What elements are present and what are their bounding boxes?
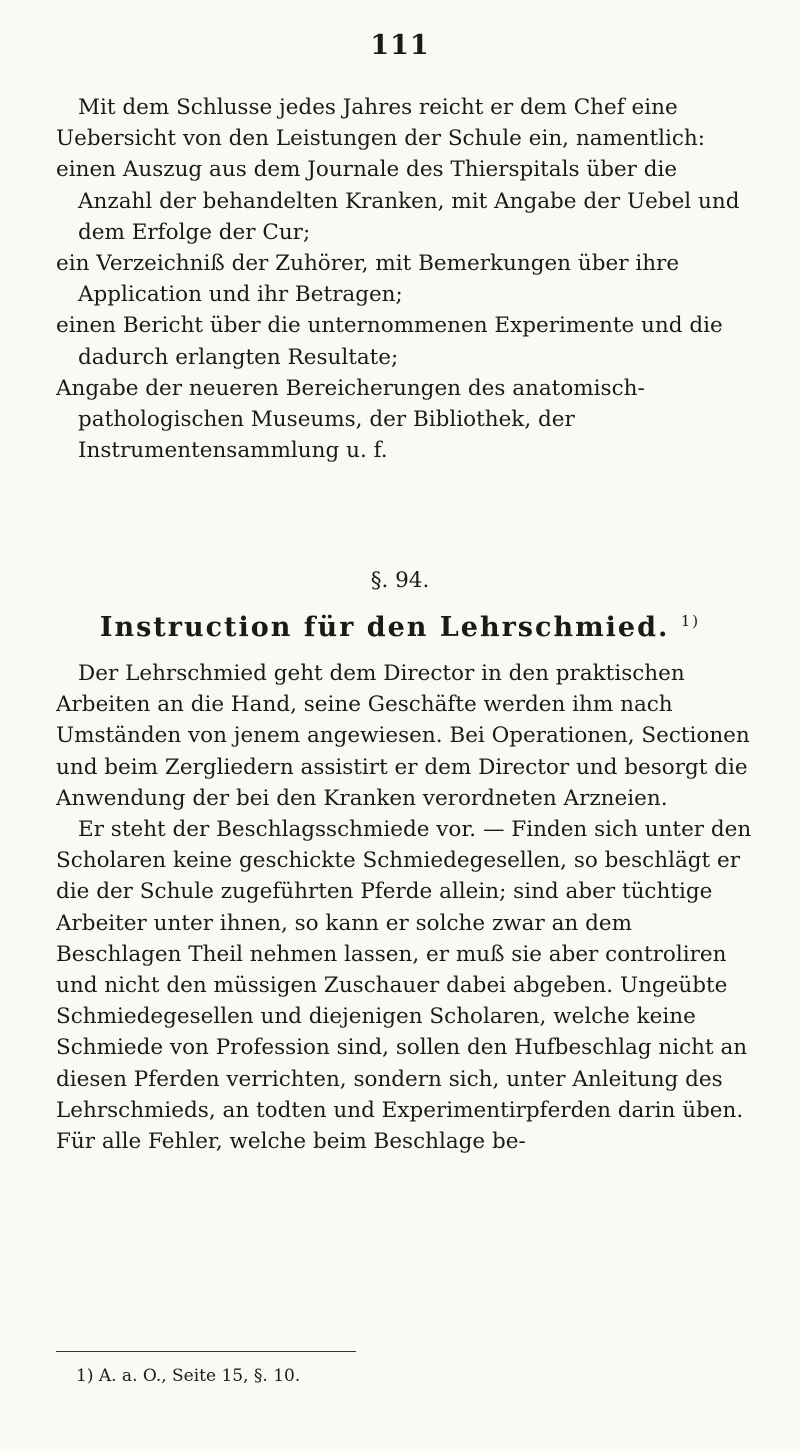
section-heading	[0, 612, 800, 643]
paragraph-shoeing: Er steht der Beschlagsschmiede vor. — Finden sich unter den Scholaren keine geschickte Schmiedegesellen, so beschlägt er die der Schule zugeführten Pferde allein; sind aber tüchtige Arbeiter unter ihnen, so kann er solche zwar an dem Beschlagen Theil nehmen lassen, er muß sie aber controliren und nicht den müssigen Zuschauer dabei abgeben. Ungeübte Schmiedegesellen und diejenigen Scholaren, welche keine Schmiede von Profession sind, sollen den Hufbeschlag nicht an diesen Pferden verrichten, sondern sich, unter Anleitung des Lehrschmieds, an todten und Experimentirpferden darin üben. Für alle Fehler, welche beim Beschlage be-	[56, 817, 752, 1155]
footnote-marker: 1)	[680, 612, 701, 630]
body-block	[56, 658, 756, 1157]
list-item-experiments: einen Bericht über die unternommenen Experimente und die dadurch erlangten Resultate;	[56, 313, 723, 370]
section-heading-text: Instruction für den Lehrschmied.	[99, 612, 670, 643]
paragraph-duties: Der Lehrschmied geht dem Director in den praktischen Arbeiten an die Hand, seine Geschäfte werden ihm nach Umständen von jenem angewiesen. Bei Operationen, Sectionen und beim Zergliedern assistirt er dem Director und besorgt die Anwendung der bei den Kranken verordneten Arzneien.	[56, 661, 750, 811]
page-number: 111	[370, 30, 430, 61]
footnote: 1) A. a. O., Seite 15, §. 10.	[76, 1366, 301, 1386]
footnote-divider	[56, 1351, 356, 1352]
list-item-museum: Angabe der neueren Bereicherungen des anatomisch-pathologischen Museums, der Bibliothek, der Instrumentensammlung u. f.	[56, 375, 645, 464]
intro-paragraph: Mit dem Schlusse jedes Jahres reicht er dem Chef eine Uebersicht von den Leistungen der Schule ein, namentlich:	[56, 95, 705, 152]
list-item-listeners: ein Verzeichniß der Zuhörer, mit Bemerkungen über ihre Application und ihr Betragen;	[56, 251, 680, 308]
section-number: §. 94.	[370, 568, 430, 593]
list-item-journal: einen Auszug aus dem Journale des Thierspitals über die Anzahl der behandelten Kranken, mit Angabe der Uebel und dem Erfolge der Cur;	[56, 157, 740, 245]
intro-block	[56, 92, 756, 466]
